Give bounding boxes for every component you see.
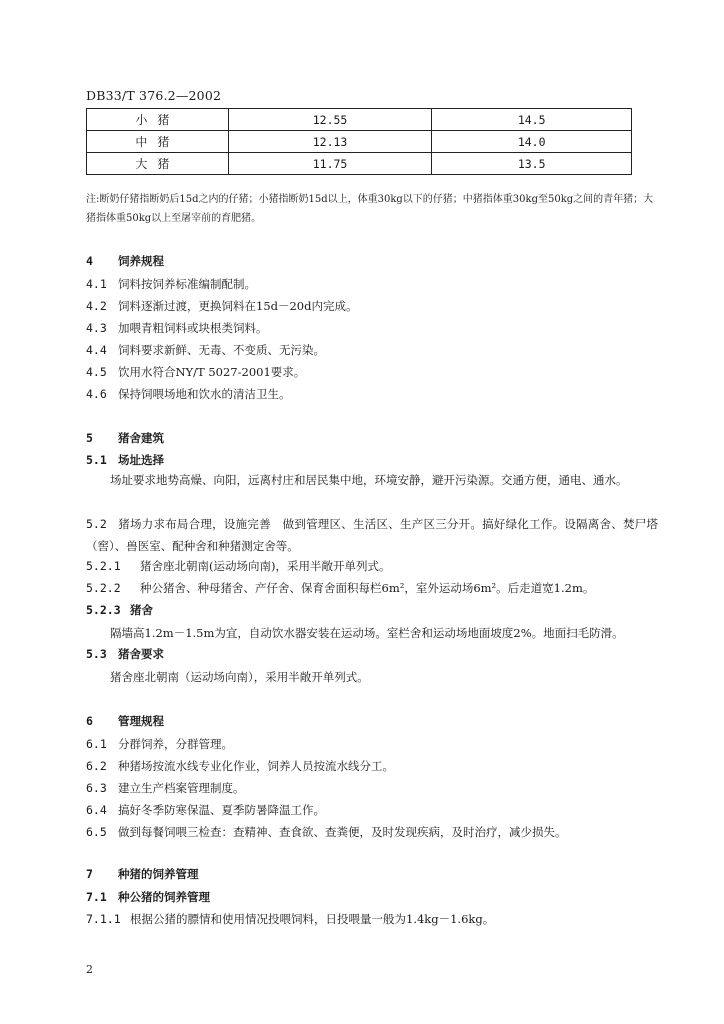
subsection-heading: 5.3 猪舍要求 [86, 647, 164, 661]
table-row [87, 153, 632, 175]
table-cell: 14.5 [432, 109, 632, 131]
paragraph: 5.2 猪场力求布局合理，设施完善 做到管理区、生活区、生产区三分开。搞好绿化工作。设隔离舍、焚尸塔（窖）、兽医室、配种舍和种猪测定舍等。 [86, 517, 658, 553]
list-item: 4.2 饲料逐渐过渡，更换饲料在15d－20d内完成。 [86, 299, 358, 313]
table-note: 注:断奶仔猪指断奶后15d之内的仔猪；小猪指断奶15d以上，体重30kg以下的仔猪；中猪指体重30kg至50kg之间的青年猪；大猪指体重50kg以上至屠宰前的育肥猪。 [86, 194, 654, 224]
table-cell: 13.5 [432, 153, 632, 175]
list-item: 6.1 分群饲养，分群管理。 [86, 737, 233, 751]
paragraph: 隔墙高1.2m－1.5m为宜，自动饮水器安装在运动场。室栏舍和运动场地面坡度2%。地面扫毛防滑。 [110, 626, 624, 640]
list-item: 7.1.1 根据公猪的膘情和使用情况投喂饲料，日投喂量一般为1.4kg－1.6kg。 [86, 912, 495, 926]
section-heading: 7 种猪的饲养管理 [86, 867, 199, 881]
row-label: 中猪 [87, 131, 229, 153]
table-cell: 12.55 [228, 109, 432, 131]
subsection-heading: 5.1 场址选择 [86, 453, 164, 467]
list-item: 4.5 饮用水符合NY/T 5027-2001要求。 [86, 365, 306, 379]
list-item: 4.4 饲料要求新鲜、无毒、不变质、无污染。 [86, 343, 325, 357]
paragraph: 场址要求地势高燥、向阳，远离村庄和居民集中地，环境安静，避开污染源。交通方便，通电、通水。 [110, 473, 628, 487]
feed-table [86, 108, 632, 175]
section-heading: 5 猪舍建筑 [86, 431, 164, 445]
list-item: 5.2.1 猪舍座北朝南(运动场向南)，采用半敞开单列式。 [86, 559, 391, 573]
table-cell: 14.0 [432, 131, 632, 153]
list-item: 6.2 种猪场按流水线专业化作业，饲养人员按流水线分工。 [86, 759, 394, 773]
list-item: 6.3 建立生产档案管理制度。 [86, 781, 245, 795]
subsection-heading: 5.2.3 猪舍 [86, 603, 153, 617]
document-id: DB33/T 376.2—2002 [86, 88, 222, 103]
paragraph: 猪舍座北朝南（运动场向南），采用半敞开单列式。 [110, 670, 369, 684]
list-item: 4.1 饲料按饲养标准编制配制。 [86, 277, 256, 291]
table-row [87, 131, 632, 153]
row-label: 大猪 [87, 153, 229, 175]
row-label: 小猪 [87, 109, 229, 131]
section-heading: 6 管理规程 [86, 714, 164, 728]
section-heading: 4 饲养规程 [86, 254, 164, 268]
table-row [87, 109, 632, 131]
list-item: 4.3 加喂青粗饲料或块根类饲料。 [86, 321, 268, 335]
list-item: 5.2.2 种公猪舍、种母猪舍、产仔舍、保育舍面积每栏6m²，室外运动场6m²。后走道宽1.2m。 [86, 581, 595, 595]
list-item: 4.6 保持饲喂场地和饮水的清洁卫生。 [86, 387, 291, 401]
page-number: 2 [86, 963, 93, 976]
table-cell: 12.13 [228, 131, 432, 153]
list-item: 6.5 做到每餐饲喂三检查：查精神、查食欲、查粪便，及时发现疾病，及时治疗，减少损失。 [86, 825, 567, 839]
subsection-heading: 7.1 种公猪的饲养管理 [86, 890, 210, 904]
table-cell: 11.75 [228, 153, 432, 175]
list-item: 6.4 搞好冬季防寒保温、夏季防暑降温工作。 [86, 803, 325, 817]
